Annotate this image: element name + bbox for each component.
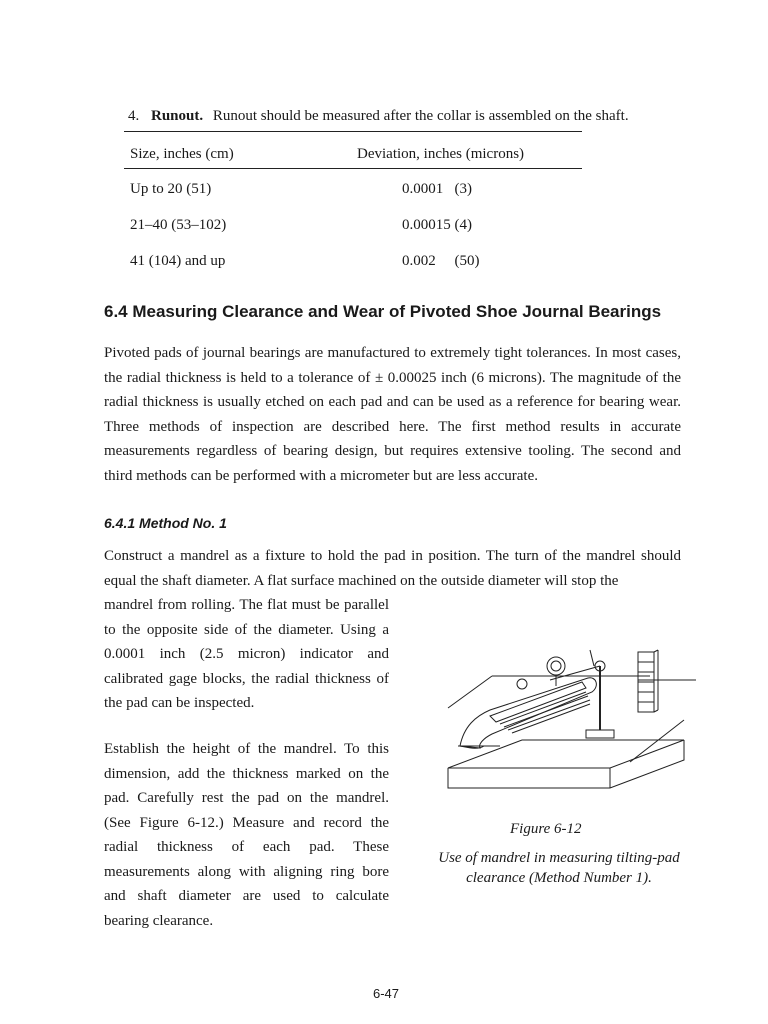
table-header-size: Size, inches (cm) [130,146,234,162]
method-paragraph-narrow: mandrel from rolling. The flat must be parallel to the opposite side of the diameter. Using a 0.0001 inch (2.5 micron) indicator and calibrated gage blocks, the radial thickness of the pad can be inspected. [104,597,389,711]
runout-title: Runout. [151,108,204,124]
subsection-heading: 6.4.1 Method No. 1 [104,515,227,531]
table-top-rule [124,131,582,132]
table-cell-deviation: 0.002 (50) [402,253,480,269]
table-header-deviation: Deviation, inches (microns) [357,146,525,162]
runout-number: 4. [128,108,140,124]
section-heading: 6.4 Measuring Clearance and Wear of Pivoted Shoe Journal Bearings [104,302,662,321]
page-number: 6-47 [373,986,400,1001]
table-cell-size: 41 (104) and up [130,253,226,269]
runout-text: Runout should be measured after the collar is assembled on the shaft. [212,108,629,124]
mandrel-figure-illustration [440,636,700,806]
surface-plate-top [448,740,684,768]
section-paragraph: Pivoted pads of journal bearings are manufactured to extremely tight tolerances. In most cases, the radial thickness is held to a tolerance of ± 0.00025 inch (6 microns). The magnitude of the radial thickness is usually etched on each pad and can be used as a reference for bearing wear. Three methods of inspection are described here. The first method results in accurate measurements regardless of bearing design, but requires extensive tooling. The second and third methods can be performed with a micrometer but are less accurate. [104,345,681,484]
table-cell-deviation: 0.00015 (4) [402,217,472,233]
table-cell-size: 21–40 (53–102) [130,217,227,233]
table-cell-size: Up to 20 (51) [130,181,212,197]
method-paragraph-wide: Construct a mandrel as a fixture to hold the pad in position. The turn of the mandrel should equal the shaft diameter. A flat surface machined on the outside diameter will stop the [104,548,681,589]
table-cell-deviation: 0.0001 (3) [402,181,472,197]
figure-title: Figure 6-12 [510,821,582,837]
runout-item [128,108,629,125]
method-paragraph-height: Establish the height of the mandrel. To this dimension, add the thickness marked on the pad. Carefully rest the pad on the mandrel. (See Figure 6-12.) Measure and record the radial thickness of each pad. These measurements along with aligning ring bore and shaft diameter are used to calculate bearing clearance. [104,741,389,929]
table-header-rule [124,168,582,169]
figure-caption: Use of mandrel in measuring tilting-pad clearance (Method Number 1). [438,850,680,886]
